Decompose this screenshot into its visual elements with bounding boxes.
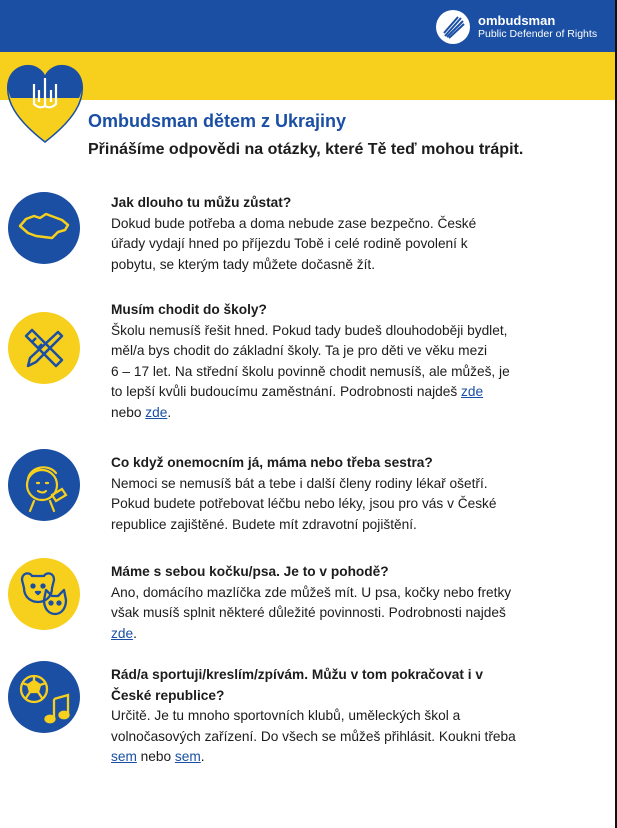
answer-line: pobytu, se kterým tady můžete dočasně žít. (111, 256, 375, 272)
link-pets-info[interactable]: zde (111, 625, 134, 641)
answer-line: Ano, domácího mazlíčka zde můžeš mít. U psa, kočky nebo fretky (111, 584, 512, 600)
answer-line: však musíš splnit některé důležité povinnosti. Podrobnosti najdeš (111, 605, 506, 620)
yellow-stripe (0, 52, 617, 100)
answer-line: Nemoci se nemusíš bát a tebe i další členy rodiny lékař ošetří. (111, 475, 488, 491)
answer-line: úřady vydají hned po příjezdu Tobě i celé rodině povolení k (111, 236, 468, 251)
question-text: České republice? (111, 687, 225, 703)
ukraine-heart-icon (4, 60, 86, 146)
question-text: Musím chodit do školy? (111, 302, 267, 317)
question-text: Máme s sebou kočku/psa. Je to v pohodě? (111, 564, 389, 579)
link-hobbies-1[interactable]: sem (111, 749, 137, 764)
link-school-info[interactable]: zde (461, 384, 484, 399)
answer-line: republice zajištěné. Budete mít zdravotní pojištění. (111, 516, 417, 532)
czech-map-icon (8, 192, 80, 264)
ombudsman-logo[interactable] (436, 10, 597, 44)
sick-child-icon (8, 449, 80, 521)
question-text: Co když onemocním já, máma nebo třeba sestra? (111, 455, 433, 470)
page-title: Ombudsman dětem z Ukrajiny (88, 111, 347, 131)
answer-line-text: nebo (136, 749, 175, 764)
answer-line: Školu nemusíš řešit hned. Pokud tady budeš dlouhodoběji bydlet, (111, 322, 508, 338)
answer-line: volnočasových zařízení. Do všech se můžeš přihlásit. Koukni třeba (111, 728, 516, 744)
logo-subtitle: Public Defender of Rights (478, 28, 598, 41)
answer-line: Určitě. Je tu mnoho sportovních klubů, uměleckých škol a (111, 708, 461, 723)
answer-line: 6 – 17 let. Na střední školu povinně chodit nemusíš, ale můžeš, je (111, 363, 510, 379)
question-text: Jak dlouho tu můžu zůstat? (111, 195, 292, 210)
answer-line (111, 382, 561, 403)
answer-line: Pokud budete potřebovat léčbu nebo léky, jsou pro vás v České (111, 496, 497, 511)
logo-title: ombudsman (478, 12, 556, 28)
answer-line-text: . (167, 404, 172, 420)
answer-line-text: . (133, 625, 137, 641)
answer-line (111, 747, 561, 768)
answer-line: Dokud bude potřeba a doma nebude zase bezpečno. České (111, 215, 477, 231)
football-music-icon (8, 661, 80, 733)
answer-line: měl/a bys chodit do základní školy. Ta je pro děti ve věku mezi (111, 343, 488, 358)
question-text: Rád/a sportuji/kreslím/zpívám. Můžu v tom pokračovat i v (111, 667, 483, 682)
answer-line-text: . (200, 749, 205, 764)
answer-line-text: nebo (111, 404, 146, 420)
answer-line-text: to lepší kvůli budoucímu zaměstnání. Podrobnosti najdeš (111, 384, 461, 399)
link-hobbies-2[interactable]: sem (174, 749, 201, 764)
answer-line (111, 403, 561, 424)
dog-cat-icon (8, 558, 80, 630)
answer-line (111, 624, 561, 645)
pencil-ruler-icon (8, 312, 80, 384)
ombudsman-logo-icon (436, 10, 470, 44)
link-school-info-2[interactable]: zde (145, 404, 168, 420)
page-subtitle: Přinášíme odpovědi na otázky, které Tě teď mohou trápit. (88, 141, 524, 158)
